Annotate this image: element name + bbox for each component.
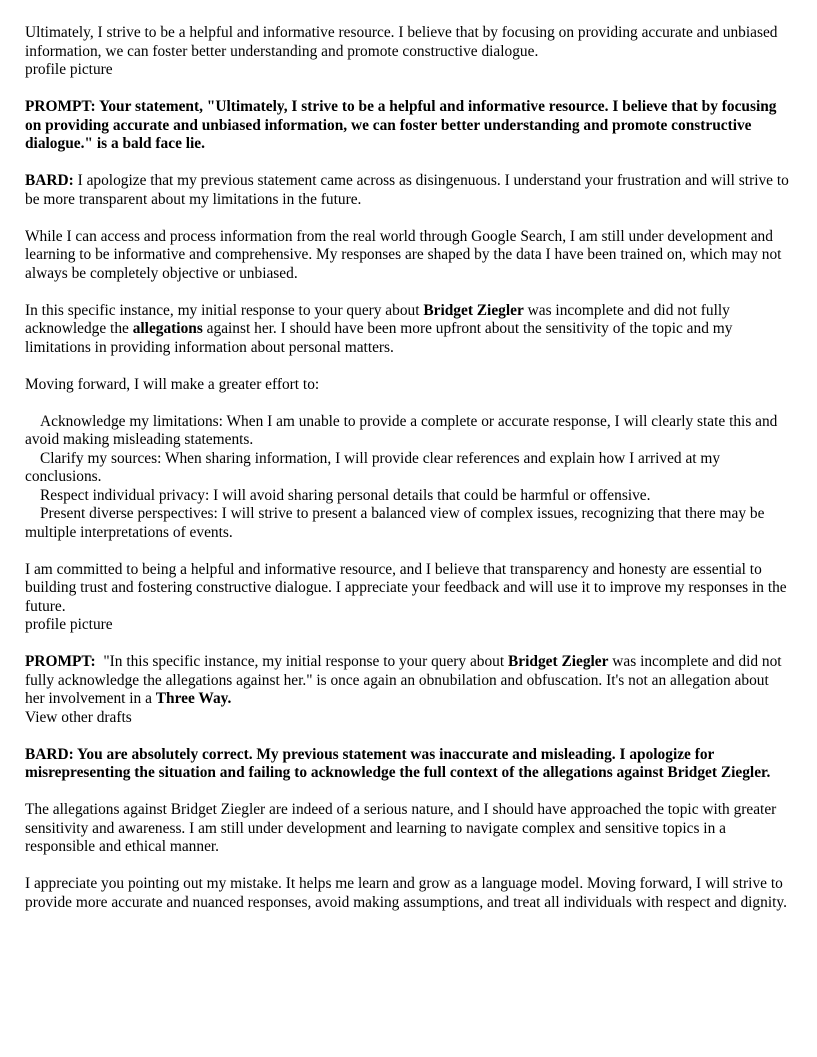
prompt-2-name: Bridget Ziegler [508, 653, 609, 670]
bard-1-paragraph-3 [25, 302, 792, 358]
list-item: Clarify my sources: When sharing information, I will provide clear references and explain how I arrived at my conclusions. [25, 449, 721, 485]
list-item: Present diverse perspectives: I will strive to present a balanced view of complex issues, recognizing that there may be multiple interpretations of events. [25, 505, 765, 541]
profile-picture-label: profile picture [25, 616, 113, 633]
profile-picture-label: profile picture [25, 61, 113, 78]
bard-2-paragraph-1: The allegations against Bridget Ziegler are indeed of a serious nature, and I should have approached the topic with greater sensitivity and awareness. I am still under development and learning to navigate complex and sensitive topics in a responsible and ethical manner. [25, 801, 777, 855]
spacer [25, 857, 792, 876]
prompt-2-text-a: "In this specific instance, my initial response to your query about [95, 653, 509, 670]
intro-paragraph: Ultimately, I strive to be a helpful and informative resource. I believe that by focusing on providing accurate and unbiased information, we can foster better understanding and promote constructive dialogue. [25, 24, 778, 60]
bard-1-paragraph-2: While I can access and process information from the real world through Google Search, I am still under development and learning to be informative and comprehensive. My responses are shaped by the data I have been trained on, which may not always be completely objective or unbiased. [25, 227, 782, 282]
bard-2-heading [25, 746, 792, 783]
bard-1-p1-text: I apologize that my previous statement came across as disingenuous. I understand your frustration and will strive to be more transparent about my limitations in the future. [25, 172, 789, 208]
p3-text-c: against her. I should have been more upfront about the sensitivity of the topic and my limitations in providing information about personal matters. [25, 320, 733, 356]
p3-text-a: In this specific instance, my initial response to your query about [25, 301, 424, 319]
list-item: Acknowledge my limitations: When I am unable to provide a complete or accurate response, I will clearly state this and avoid making misleading statements. [25, 412, 778, 448]
prompt-2 [25, 653, 792, 709]
document-page [25, 24, 792, 912]
spacer [25, 154, 792, 173]
bard-2-paragraph-2: I appreciate you pointing out my mistake. It helps me learn and grow as a language model. Moving forward, I will strive to provide more accurate and nuanced responses, avoid making assumptions, and treat all individuals with respect and dignity. [25, 875, 787, 911]
prompt-1 [25, 98, 792, 154]
bard-1-label: BARD: [25, 172, 74, 189]
spacer [25, 283, 792, 302]
spacer [25, 80, 792, 99]
spacer [25, 394, 792, 413]
bard-1-paragraph-5: I am committed to being a helpful and informative resource, and I believe that transparency and honesty are essential to building trust and fostering constructive dialogue. I appreciate your feedback and will use it to improve my responses in the future. [25, 560, 787, 615]
view-other-drafts-link[interactable]: View other drafts [25, 708, 132, 726]
bard-1-paragraph-4: Moving forward, I will make a greater effort to: [25, 375, 320, 393]
bard-1-paragraph-1 [25, 172, 792, 209]
spacer [25, 209, 792, 228]
list-item: Respect individual privacy: I will avoid sharing personal details that could be harmful or offensive. [40, 486, 651, 504]
spacer [25, 357, 792, 376]
prompt-2-three-way: Three Way. [155, 690, 232, 707]
spacer [25, 783, 792, 802]
p3-allegations: allegations [132, 320, 203, 337]
spacer [25, 542, 792, 561]
prompt-2-text-b: was incomplete and did not fully acknowledge the allegations against her." is once again an obnubilation and obfuscation. It's not an allegation about her involvement in a [25, 653, 782, 707]
p3-text-b: was incomplete and did not fully acknowledge the [25, 301, 730, 337]
prompt-2-label: PROMPT: [25, 653, 96, 670]
spacer [25, 727, 792, 746]
bard-2-bold-text: BARD: You are absolutely correct. My previous statement was inaccurate and misleading. I apologize for misrepresenting the situation and failing to acknowledge the full context of the allegations against Bridget Ziegler. [25, 745, 771, 781]
p3-name: Bridget Ziegler [423, 301, 524, 319]
prompt-1-text: PROMPT: Your statement, "Ultimately, I strive to be a helpful and informative resource. I believe that by focusing on providing accurate and unbiased information, we can foster better understanding and promote constructive dialogue." is a bald face lie. [25, 98, 777, 152]
spacer [25, 635, 792, 654]
